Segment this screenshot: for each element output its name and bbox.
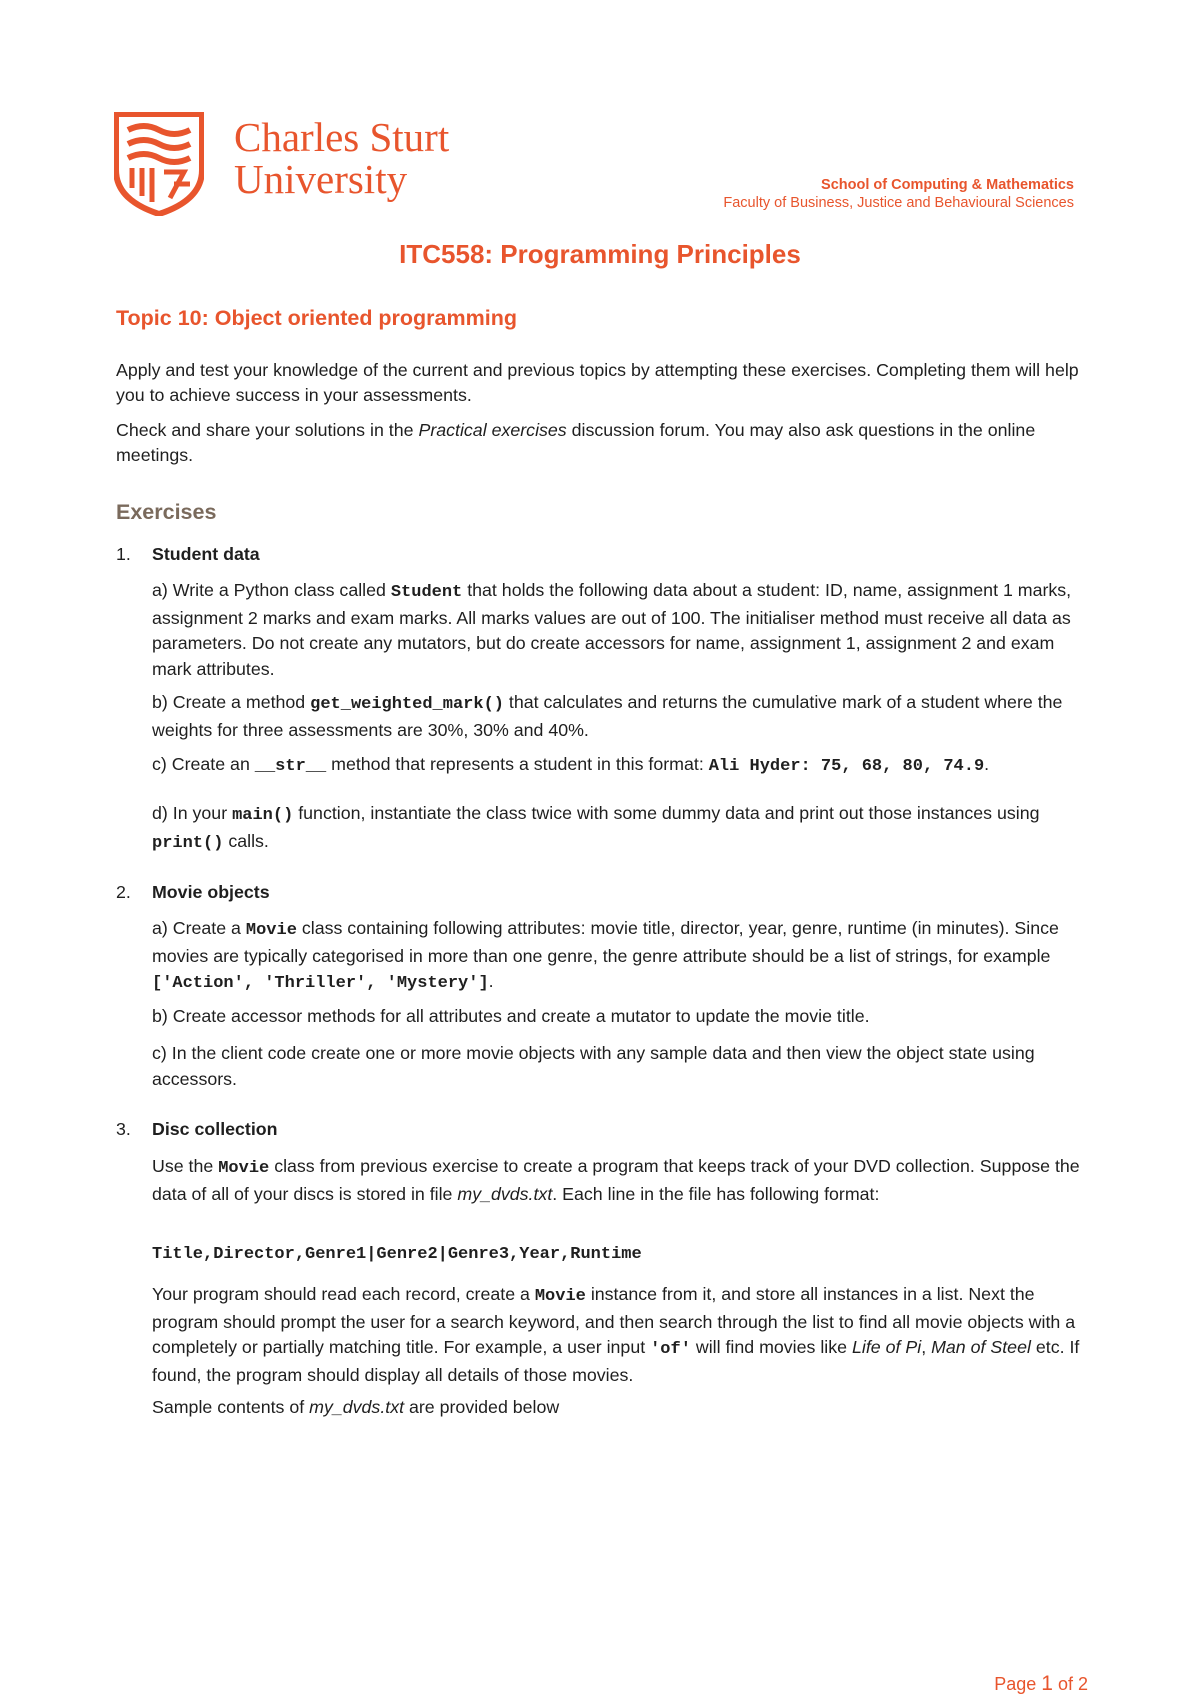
inline-code: print() (152, 833, 224, 853)
logo-line-1: Charles Sturt (234, 114, 450, 160)
exercise-1-part-c (152, 752, 1097, 780)
text-run: etc. If found, the program should display all details of those movies. (152, 1337, 1080, 1385)
exercise-1-part-a (152, 578, 1097, 682)
exercises-heading: Exercises (116, 500, 217, 524)
exercise-3-title: Disc collection (152, 1119, 278, 1139)
intro-paragraph-1: Apply and test your knowledge of the current and previous topics by attempting these exercises. Completing them will help you to achieve success in your assessments. (116, 360, 1079, 405)
movie-title: Life of Pi (851, 1337, 922, 1357)
inline-code: Movie (534, 1287, 586, 1306)
inline-code: ['Action', 'Thriller', 'Mystery'] (152, 974, 489, 993)
exercise-2-number: 2. (116, 882, 131, 902)
school-info (723, 176, 1074, 212)
of-label: of (1057, 1674, 1073, 1694)
inline-code: Ali Hyder: 75, 68, 80, 74.9 (708, 757, 985, 776)
text-run: calls. (223, 830, 269, 851)
page-label: Page (994, 1674, 1037, 1694)
text-run: Sample contents of (152, 1397, 310, 1417)
text-run: Your program should read each record, create a (152, 1284, 535, 1304)
text-run: a) Write a Python class called (152, 580, 391, 600)
text-run: Use the (152, 1156, 219, 1176)
record-format-line: Title,Director,Genre1|Genre2|Genre3,Year,Runtime (152, 1245, 642, 1264)
exercise-1-title: Student data (152, 544, 260, 564)
exercise-2-part-b: b) Create accessor methods for all attributes and create a mutator to update the movie title. (152, 1006, 870, 1026)
university-logo (114, 112, 474, 218)
page-number: 1 (1041, 1672, 1053, 1695)
topic-title: Topic 10: Object oriented programming (116, 306, 517, 330)
file-name: my_dvds.txt (309, 1397, 405, 1417)
exercise-3-paragraph-2 (152, 1282, 1097, 1388)
exercise-3-paragraph-1 (152, 1154, 1097, 1207)
faculty-name: Faculty of Business, Justice and Behavioural Sciences (723, 195, 1074, 211)
text-run: c) Create an (152, 754, 255, 774)
text-run: that calculates and returns the cumulative mark of a student where the weights for three assessments are 30%, 30% and 40%. (152, 692, 1063, 740)
exercise-1-part-b (152, 690, 1097, 743)
inline-code: main() (232, 806, 294, 825)
text-run: class containing following attributes: movie title, director, year, genre, runtime (in minutes). Since movies are typically categorised in more than one genre, the genre attribute should be a list of strings, for example (152, 918, 1059, 966)
inline-code: get_weighted_mark() (310, 695, 504, 714)
exercise-2-part-a (152, 916, 1097, 997)
text-run: instance from it, and store all instances in a list. Next the program should prompt the user for a search keyword, and then search through the list to find all movie objects with a completely or partially matching title. For example, a user input (152, 1284, 1076, 1357)
text-run: are provided below (404, 1397, 560, 1417)
exercise-2-title: Movie objects (152, 882, 270, 902)
exercise-2-part-c: c) In the client code create one or more movie objects with any sample data and then view the object state using accessors. (152, 1043, 1035, 1089)
text-run: discussion forum. You may also ask questions in the online meetings. (116, 420, 1036, 465)
text-run: that holds the following data about a student: ID, name, assignment 1 marks, assignment 2 marks and exam marks. All marks values are out of 100. The initialiser method must receive all data as parameters. Do not create any mutators, but do create accessors for name, assignment 1, assignment 2 and exam mark attributes. (152, 580, 1072, 679)
course-title: ITC558: Programming Principles (399, 239, 801, 269)
text-run: . (984, 754, 990, 774)
inline-code: __str__ (254, 757, 327, 776)
inline-code: Movie (245, 921, 297, 940)
intro-paragraph-2 (116, 418, 1096, 468)
text-run: . (488, 971, 494, 991)
inline-code: Student (390, 583, 463, 602)
text-run: will find movies like (690, 1337, 852, 1357)
school-name: School of Computing & Mathematics (821, 177, 1074, 193)
text-run: , (921, 1337, 932, 1357)
text-run: a) Create a (152, 918, 246, 938)
text-run: b) Create a method (152, 692, 311, 712)
text-run: . Each line in the file has following format: (552, 1183, 880, 1204)
page-footer (994, 1672, 1088, 1696)
movie-title: Man of Steel (931, 1337, 1031, 1357)
inline-code: Movie (218, 1159, 270, 1178)
text-run: d) In your (152, 803, 233, 823)
text-run: function, instantiate the class twice with some dummy data and print out those instances using (293, 803, 1040, 823)
inline-code: 'of' (650, 1340, 691, 1359)
exercise-1-number: 1. (116, 544, 131, 564)
shield-logo-icon (114, 112, 204, 216)
exercise-1-part-d (152, 801, 1097, 856)
text-run: class from previous exercise to create a program that keeps track of your DVD collection. Suppose the data of all of your discs is stored in file (152, 1156, 1080, 1204)
exercise-3-paragraph-3 (152, 1395, 1097, 1421)
text-run: method that represents a student in this format: (326, 754, 709, 774)
logo-wordmark (234, 116, 449, 200)
text-run: Check and share your solutions in the (116, 420, 419, 440)
file-name: my_dvds.txt (457, 1183, 553, 1204)
logo-line-2: University (234, 156, 408, 202)
forum-name: Practical exercises (418, 420, 567, 440)
page-total: 2 (1077, 1674, 1088, 1694)
exercise-3-number: 3. (116, 1119, 131, 1139)
